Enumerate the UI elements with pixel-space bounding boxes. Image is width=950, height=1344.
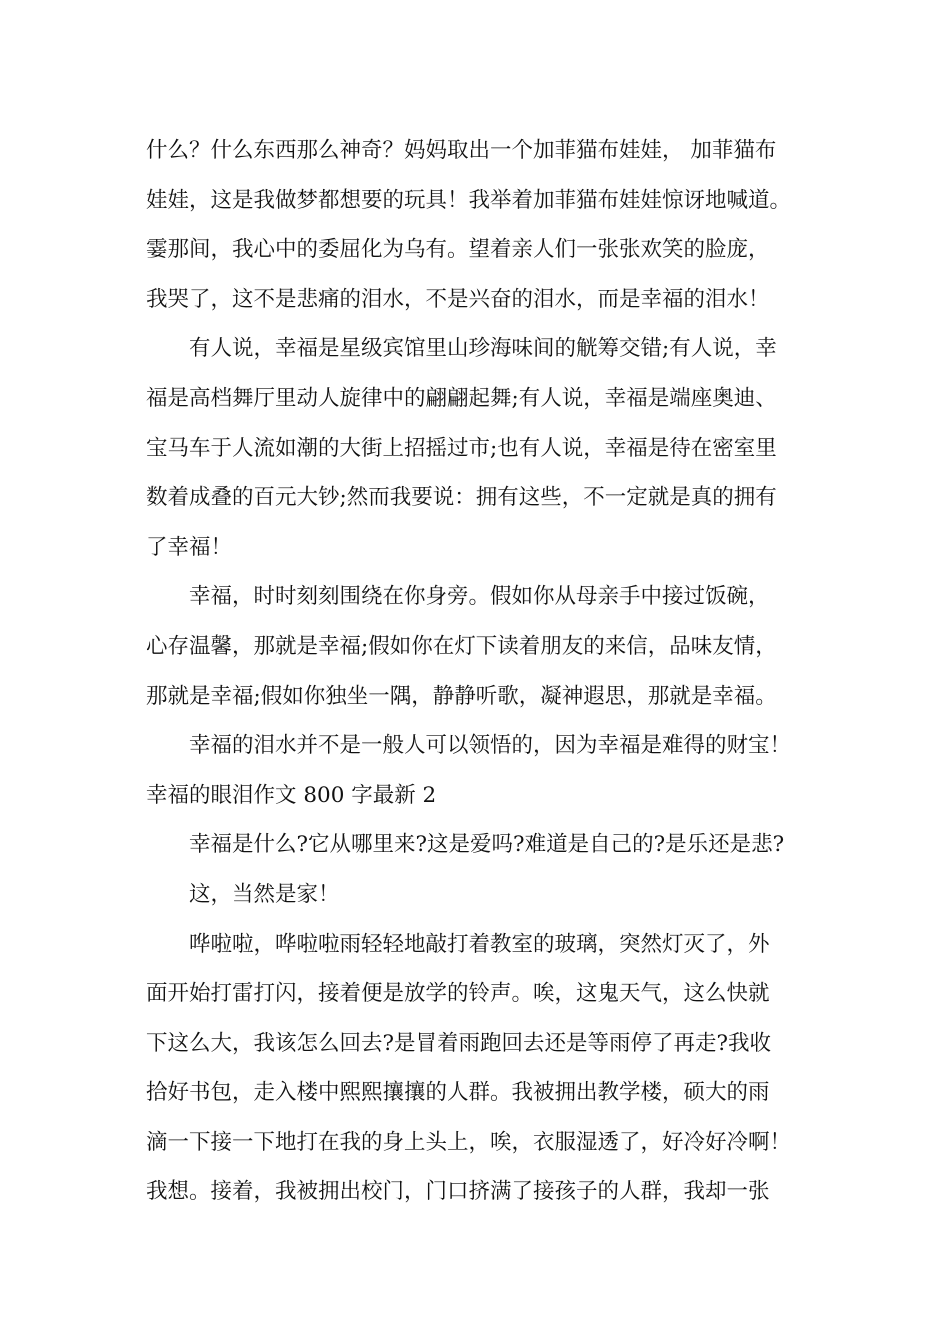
text-line: 拾好书包，走入楼中熙熙攘攘的人群。我被拥出教学楼，硕大的雨: [146, 1080, 770, 1106]
paragraph-start-line: 这，当然是家！: [189, 881, 340, 907]
text-line: 滴一下接一下地打在我的身上头上，唉，衣服湿透了，好冷好冷啊！: [146, 1129, 792, 1155]
body-text: [146, 126, 826, 1217]
text-line: 面开始打雷打闪，接着便是放学的铃声。唉，这鬼天气，这么快就: [146, 981, 770, 1007]
text-line: 福是高档舞厅里动人旋律中的翩翩起舞;有人说，幸福是端座奥迪、: [146, 385, 777, 411]
text-line: 了幸福！: [146, 534, 233, 560]
text-line: 数着成叠的百元大钞;然而我要说：拥有这些，不一定就是真的拥有: [146, 485, 777, 511]
section-heading: 幸福的眼泪作文 800 字最新 2: [146, 782, 437, 808]
paragraph-start-line: 幸福的泪水并不是一般人可以领悟的，因为幸福是难得的财宝！: [189, 733, 792, 759]
paragraph-start-line: 幸福是什么?它从哪里来?这是爱吗?难道是自己的?是乐还是悲?: [189, 832, 785, 858]
text-line: 宝马车于人流如潮的大街上招摇过市;也有人说，幸福是待在密室里: [146, 435, 777, 461]
text-line: 娃娃，这是我做梦都想要的玩具！我举着加菲猫布娃娃惊讶地喊道。: [146, 187, 792, 213]
paragraph-start-line: 哗啦啦，哗啦啦雨轻轻地敲打着教室的玻璃，突然灯灭了，外: [189, 931, 770, 957]
paragraph-start-line: 有人说，幸福是星级宾馆里山珍海味间的觥筹交错;有人说，幸: [189, 336, 777, 362]
text-line: 我想。接着，我被拥出校门，门口挤满了接孩子的人群，我却一张: [146, 1179, 770, 1205]
text-line: 下这么大，我该怎么回去?是冒着雨跑回去还是等雨停了再走?我收: [146, 1030, 772, 1056]
text-line: 什么？什么东西那么神奇？妈妈取出一个加菲猫布娃娃， 加菲猫布: [146, 138, 777, 163]
text-line: 我哭了，这不是悲痛的泪水，不是兴奋的泪水，而是幸福的泪水！: [146, 286, 770, 312]
paragraph-start-line: 幸福，时时刻刻围绕在你身旁。假如你从母亲手中接过饭碗，: [189, 584, 770, 610]
text-line: 霎那间，我心中的委屈化为乌有。望着亲人们一张张欢笑的脸庞，: [146, 237, 770, 263]
text-line: 心存温馨，那就是幸福;假如你在灯下读着朋友的来信，品味友情，: [146, 633, 777, 659]
text-line: 那就是幸福;假如你独坐一隅，静静听歌，凝神遐思，那就是幸福。: [146, 683, 777, 709]
